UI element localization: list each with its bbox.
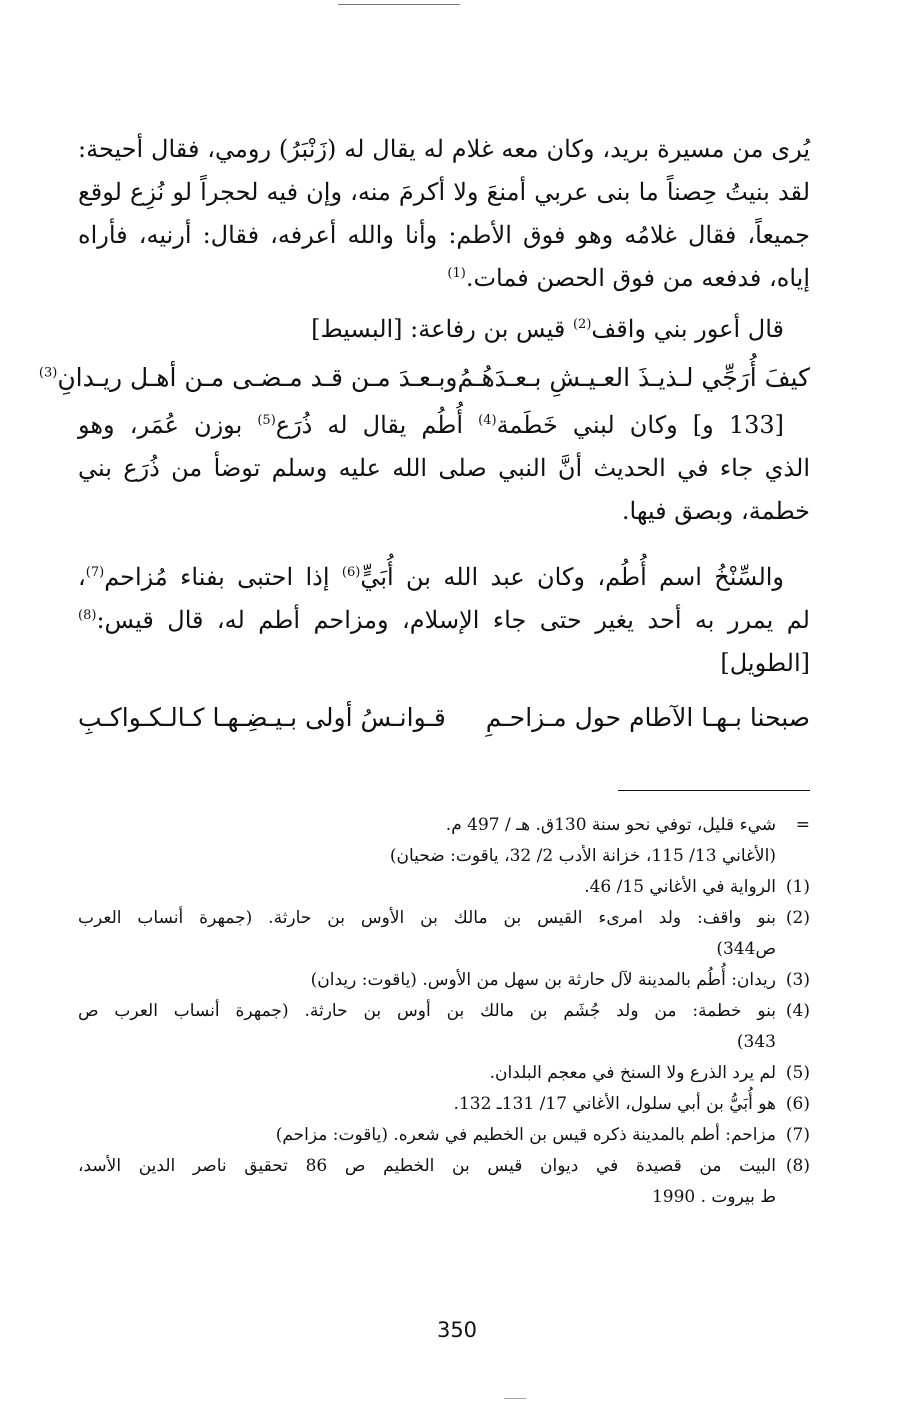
footnote-number: (4) — [785, 1001, 810, 1021]
footnote-line: الرواية في الأغاني 15/ 46. — [584, 877, 776, 897]
footnote-text — [78, 810, 776, 872]
footnote-line: مزاحم: أطم بالمدينة ذكره قيس بن الخطيم في شعره. (ياقوت: مزاحم) — [275, 1125, 776, 1145]
text-run: قال أعور بني واقف — [591, 315, 784, 343]
footnote-ref-7[interactable]: (7) — [85, 565, 105, 580]
page-number: 350 — [436, 1318, 478, 1342]
footnote-ref-1[interactable]: (1) — [447, 266, 466, 281]
footnote-continuation — [78, 810, 810, 872]
text-line — [78, 404, 810, 447]
footnote-text — [78, 965, 776, 996]
text-line: جميعاً، فقال غلامُه وهو فوق الأطم: وأنا والله أعرفه، فقال: أرنيه، فأراه — [78, 221, 810, 249]
footnote-line: شيء قليل، توفي نحو سنة 130ق. هـ / 497 م. — [445, 815, 776, 835]
top-rule — [338, 4, 460, 5]
footnote-5 — [78, 1058, 810, 1089]
footnote-3 — [78, 965, 810, 996]
footnote-line: لم يرد الذرع ولا السنخ في معجم البلدان. — [489, 1063, 776, 1083]
footnote-number: (6) — [785, 1094, 810, 1114]
verse-line — [38, 356, 810, 400]
text-run: إذا احتبى بفناء مُزاحم — [104, 563, 342, 591]
footnote-8 — [78, 1151, 810, 1213]
footnote-2 — [78, 903, 810, 965]
footnote-line: ط بيروت . 1990 — [651, 1187, 776, 1207]
footnote-number: (3) — [785, 970, 810, 990]
footnote-number: (2) — [785, 908, 810, 928]
verse-first-hemistich: كيفَ أُرَجِّي لـذيـذَ العـيـشِ بـعـدَهُـمُ — [457, 363, 810, 392]
footnote-7 — [78, 1120, 810, 1151]
footnote-1 — [78, 872, 810, 903]
footnote-line: ص344) — [716, 939, 776, 959]
footnote-line: بنو واقف: ولد امرىء القيس بن مالك بن الأوس بن حارثة. (جمهرة أنساب العرب — [78, 908, 776, 928]
text-run: أُطُم يقال له ذُرَع — [275, 411, 479, 439]
text-line — [78, 599, 810, 642]
text-line — [78, 308, 810, 351]
paragraph-4 — [78, 556, 810, 685]
footnote-ref-3[interactable]: (3) — [38, 365, 58, 381]
verse-2 — [78, 696, 810, 740]
footnote-line: هو أُبَيُّ بن أبي سلول، الأغاني 17/ 131ـ 132. — [453, 1094, 776, 1114]
footnote-text — [78, 1058, 776, 1089]
text-run: وبـعـدَ مـن قـد مـضـى مـن أهـل ريـدانِ — [57, 363, 458, 392]
text-run: قيس بن رفاعة: [البسيط] — [311, 315, 573, 343]
footnote-number: (8) — [785, 1156, 810, 1176]
text-line: خطمة، وبصق فيها. — [621, 497, 810, 525]
footnote-ref-6[interactable]: (6) — [341, 565, 361, 580]
text-line: الذي جاء في الحديث أنَّ النبي صلى الله عليه وسلم توضأ من ذُرَع بني — [78, 454, 810, 482]
verse-second-hemistich — [39, 356, 458, 400]
footnote-text — [78, 1151, 776, 1213]
footnote-line: ريدان: أُطُم بالمدينة لآل حارثة بن سهل من الأوس. (ياقوت: ريدان) — [310, 970, 776, 990]
text-run: بوزن عُمَر، وهو — [78, 411, 258, 439]
footnote-number: = — [795, 815, 810, 835]
footnote-ref-4[interactable]: (4) — [478, 413, 497, 428]
text-run: والسِّنْخُ اسم أُطُم، وكان عبد الله بن أُبَيٍّ — [360, 563, 785, 591]
footnote-text — [78, 1089, 776, 1120]
text-run: لم يمرر به أحد يغير حتى جاء الإسلام، ومزاحم أطم له، قال قيس: — [96, 606, 810, 634]
footnote-line: (الأغاني 13/ 115، خزانة الأدب 2/ 32، ياقوت: ضحيان) — [389, 846, 776, 866]
text-run: ، — [78, 563, 86, 591]
verse-line — [78, 696, 810, 740]
footnote-4 — [78, 996, 810, 1058]
footnote-ref-2[interactable]: (2) — [572, 317, 592, 332]
footnote-ref-5[interactable]: (5) — [257, 413, 276, 428]
text-line — [78, 556, 810, 599]
text-run: [133 و] وكان لبني خَطَمة — [496, 411, 784, 439]
footnote-line: 343) — [736, 1032, 776, 1052]
footnote-text — [78, 903, 776, 965]
text-line: [الطويل] — [720, 649, 810, 677]
text-run: إياه، فدفعه من فوق الحصن فمات. — [465, 264, 810, 292]
footnote-text — [78, 872, 776, 903]
verse-first-hemistich: صبحنا بـهـا الآطام حول مـزاحـمِ — [485, 703, 810, 732]
verse-second-hemistich: قـوانـسُ أولى بـيـضِـهـا كـالـكـواكـبِ — [78, 703, 446, 732]
bottom-mark — [504, 1398, 526, 1399]
footnote-ref-8[interactable]: (8) — [78, 608, 97, 623]
paragraph-1 — [78, 128, 810, 300]
text-line — [78, 257, 810, 300]
footnote-6 — [78, 1089, 810, 1120]
paragraph-3 — [78, 404, 810, 533]
footnote-number: (1) — [785, 877, 810, 897]
verse-1 — [38, 356, 810, 400]
paragraph-2 — [78, 308, 810, 351]
footnote-number: (7) — [785, 1125, 810, 1145]
text-line: يُرى من مسيرة بريد، وكان معه غلام له يقال له (زَنْبَرُ) رومي، فقال أحيحة: — [78, 135, 810, 163]
footnote-separator — [618, 790, 810, 791]
footnote-number: (5) — [785, 1063, 810, 1083]
footnote-line: البيت من قصيدة في ديوان قيس بن الخطيم ص 86 تحقيق ناصر الدين الأسد، — [78, 1156, 776, 1176]
footnote-line: بنو خطمة: من ولد جُشَم بن مالك بن أوس بن حارثة. (جمهرة أنساب العرب ص — [78, 1001, 776, 1021]
footnote-text — [78, 996, 776, 1058]
text-line: لقد بنيتُ حِصناً ما بنى عربي أمنعَ ولا أكرمَ منه، وإن فيه لحجراً لو نُزِع لوقع — [78, 178, 811, 206]
footnotes — [78, 810, 810, 1213]
footnote-text — [78, 1120, 776, 1151]
